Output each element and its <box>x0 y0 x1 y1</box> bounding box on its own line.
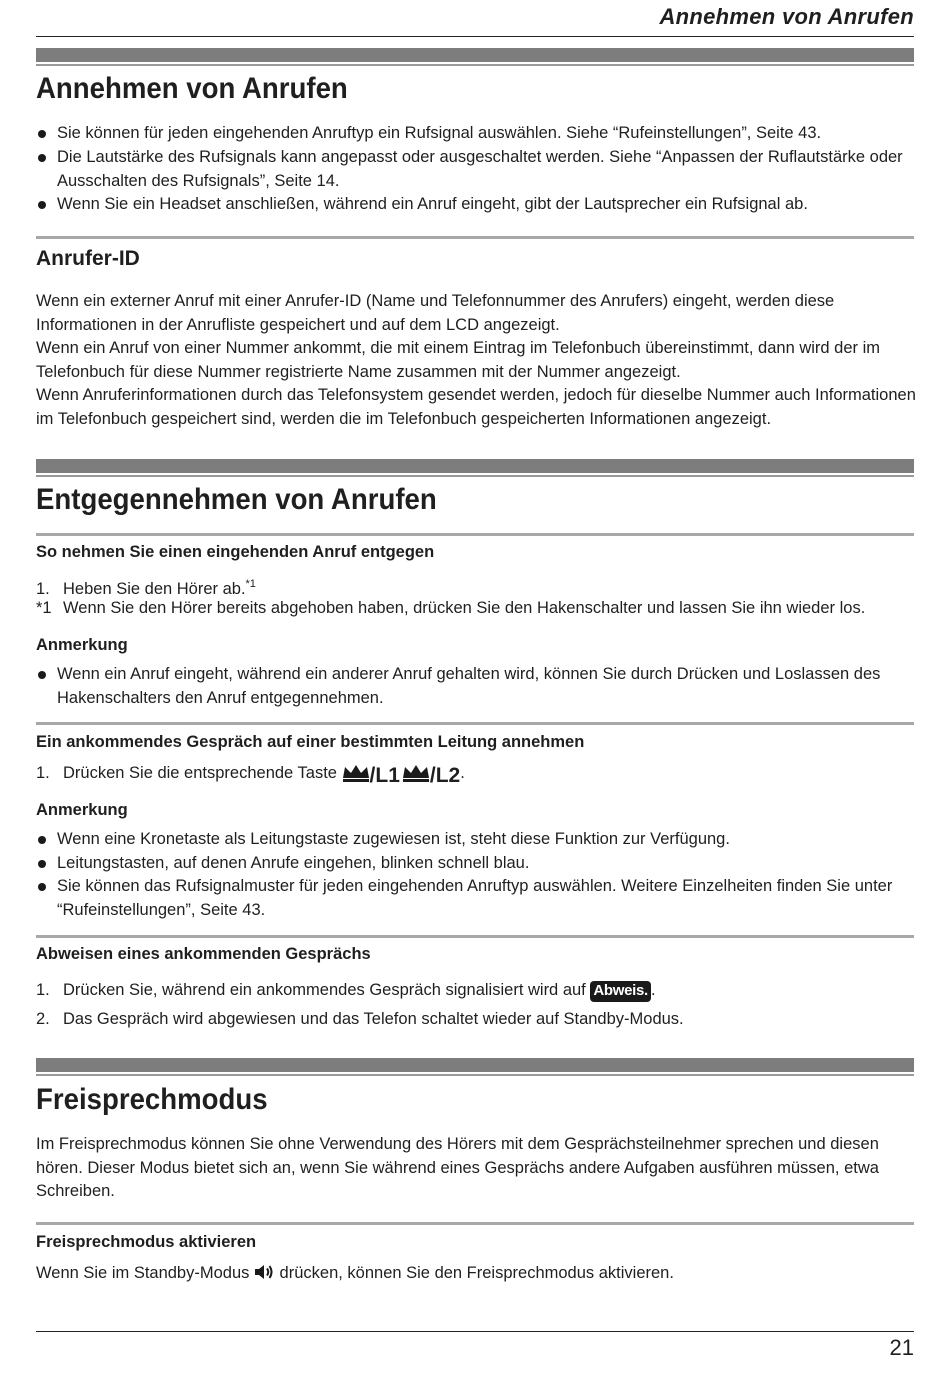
paragraph: Wenn ein externer Anruf mit einer Anrufer-ID (Name und Telefonnummer des Anrufers) eingeht, werden diese Informationen in der Anrufliste gespeichert und auf dem LCD angezeigt. <box>36 292 835 334</box>
reject-key: Abweis. <box>590 981 651 1002</box>
subsection-title: Ein ankommendes Gespräch auf einer bestimmten Leitung annehmen <box>36 733 585 751</box>
step-text: Drücken Sie, während ein ankommendes Gespräch signalisiert wird auf <box>63 981 591 999</box>
list-item: Wenn ein Anruf eingeht, während ein anderer Anruf gehalten wird, können Sie durch Drücken und Loslassen des Hakenschalters den Anruf entgegennehmen. <box>36 663 916 710</box>
subsection-title: So nehmen Sie einen eingehenden Anruf entgegen <box>36 543 435 561</box>
key-l2-label: /L2 <box>429 764 461 787</box>
subsection-title: Anrufer-ID <box>36 247 140 270</box>
footer-rule <box>36 1331 914 1332</box>
step-number: 1. <box>36 580 50 598</box>
section-band-line <box>36 1074 914 1076</box>
list-item: Wenn eine Kronetaste als Leitungstaste zugewiesen ist, steht diese Funktion zur Verfügung. <box>36 828 916 852</box>
paragraph: Wenn ein Anruf von einer Nummer ankommt, die mit einem Eintrag im Telefonbuch übereinstimmt, dann wird der im Telefonbuch für diese Nummer registrierte Name zusammen mit der Nummer angezeigt. <box>36 339 881 381</box>
list-item: Die Lautstärke des Rufsignals kann angepasst oder ausgeschaltet werden. Siehe “Anpassen der Ruflautstärke oder Ausschalten des Rufsignals”, Seite 14. <box>36 146 916 193</box>
header-rule <box>36 36 914 37</box>
step-item <box>36 979 916 1003</box>
text-after: drücken, können Sie den Freisprechmodus aktivieren. <box>274 1264 674 1282</box>
step-end: . <box>650 981 656 999</box>
step-number: 2. <box>36 1010 50 1028</box>
footnote-ref: *1 <box>245 578 256 590</box>
subsection-title: Abweisen eines ankommenden Gesprächs <box>36 945 371 963</box>
footnote-text: Wenn Sie den Hörer bereits abgehoben haben, drücken Sie den Hakenschalter und lassen Sie ihn wieder los. <box>63 599 866 617</box>
step-item <box>36 1008 916 1032</box>
crown-icon <box>400 763 434 783</box>
step-text: Heben Sie den Hörer ab. <box>63 580 246 598</box>
subsection-rule <box>36 533 914 536</box>
list-item: Sie können für jeden eingehenden Anruftyp ein Rufsignal auswählen. Siehe “Rufeinstellungen”, Seite 43. <box>36 122 916 146</box>
step-number: 1. <box>36 764 50 782</box>
list-item: Wenn Sie ein Headset anschließen, während ein Anruf eingeht, gibt der Lautsprecher ein Rufsignal ab. <box>36 193 916 217</box>
section-band <box>36 459 914 473</box>
section-title: Annehmen von Anrufen <box>36 72 348 105</box>
subsection-rule <box>36 935 914 938</box>
section-title: Entgegennehmen von Anrufen <box>36 483 437 516</box>
footnote-mark: *1 <box>36 599 52 617</box>
subsection-rule <box>36 722 914 725</box>
section-band-line <box>36 64 914 66</box>
list-item: Sie können das Rufsignalmuster für jeden eingehenden Anruftyp auswählen. Weitere Einzelheiten finden Sie unter “Rufeinstellungen”, Seite 43. <box>36 875 916 922</box>
key-l1-label: /L1 <box>369 764 400 787</box>
paragraph: Im Freisprechmodus können Sie ohne Verwendung des Hörers mit dem Gesprächsteilnehmer sprechen und diesen hören. Dieser Modus bietet sich an, wenn Sie während eines Gesprächs andere Aufgaben ausführen müssen, etwa Schreiben. <box>36 1135 879 1200</box>
section-band-line <box>36 475 914 477</box>
footnote <box>36 597 916 621</box>
speaker-icon <box>254 1263 275 1289</box>
subsection-rule <box>36 1222 914 1225</box>
text-before: Wenn Sie im Standby-Modus <box>36 1264 254 1282</box>
list-item: Leitungstasten, auf denen Anrufe eingehen, blinken schnell blau. <box>36 852 916 876</box>
step-text: Das Gespräch wird abgewiesen und das Telefon schaltet wieder auf Standby-Modus. <box>63 1010 684 1028</box>
paragraph <box>36 1262 916 1289</box>
paragraph: Wenn Anruferinformationen durch das Telefonsystem gesendet werden, jedoch für dieselbe Nummer auch Informationen im Telefonbuch gespeichert sind, werden die im Telefonbuch gespeicherten Informationen angezeigt. <box>36 386 916 428</box>
section-band <box>36 1058 914 1072</box>
note-title: Anmerkung <box>36 801 128 819</box>
running-header: Annehmen von Anrufen <box>659 4 914 29</box>
step-number: 1. <box>36 981 50 999</box>
step-item <box>36 762 916 790</box>
page-number: 21 <box>889 1335 914 1360</box>
line-keys <box>342 763 461 790</box>
note-title: Anmerkung <box>36 636 128 654</box>
subsection-title: Freisprechmodus aktivieren <box>36 1233 257 1251</box>
subsection-rule <box>36 236 914 239</box>
section-title: Freisprechmodus <box>36 1083 268 1116</box>
section-band <box>36 48 914 62</box>
step-end: . <box>460 764 465 782</box>
step-text: Drücken Sie die entsprechende Taste <box>63 764 342 782</box>
